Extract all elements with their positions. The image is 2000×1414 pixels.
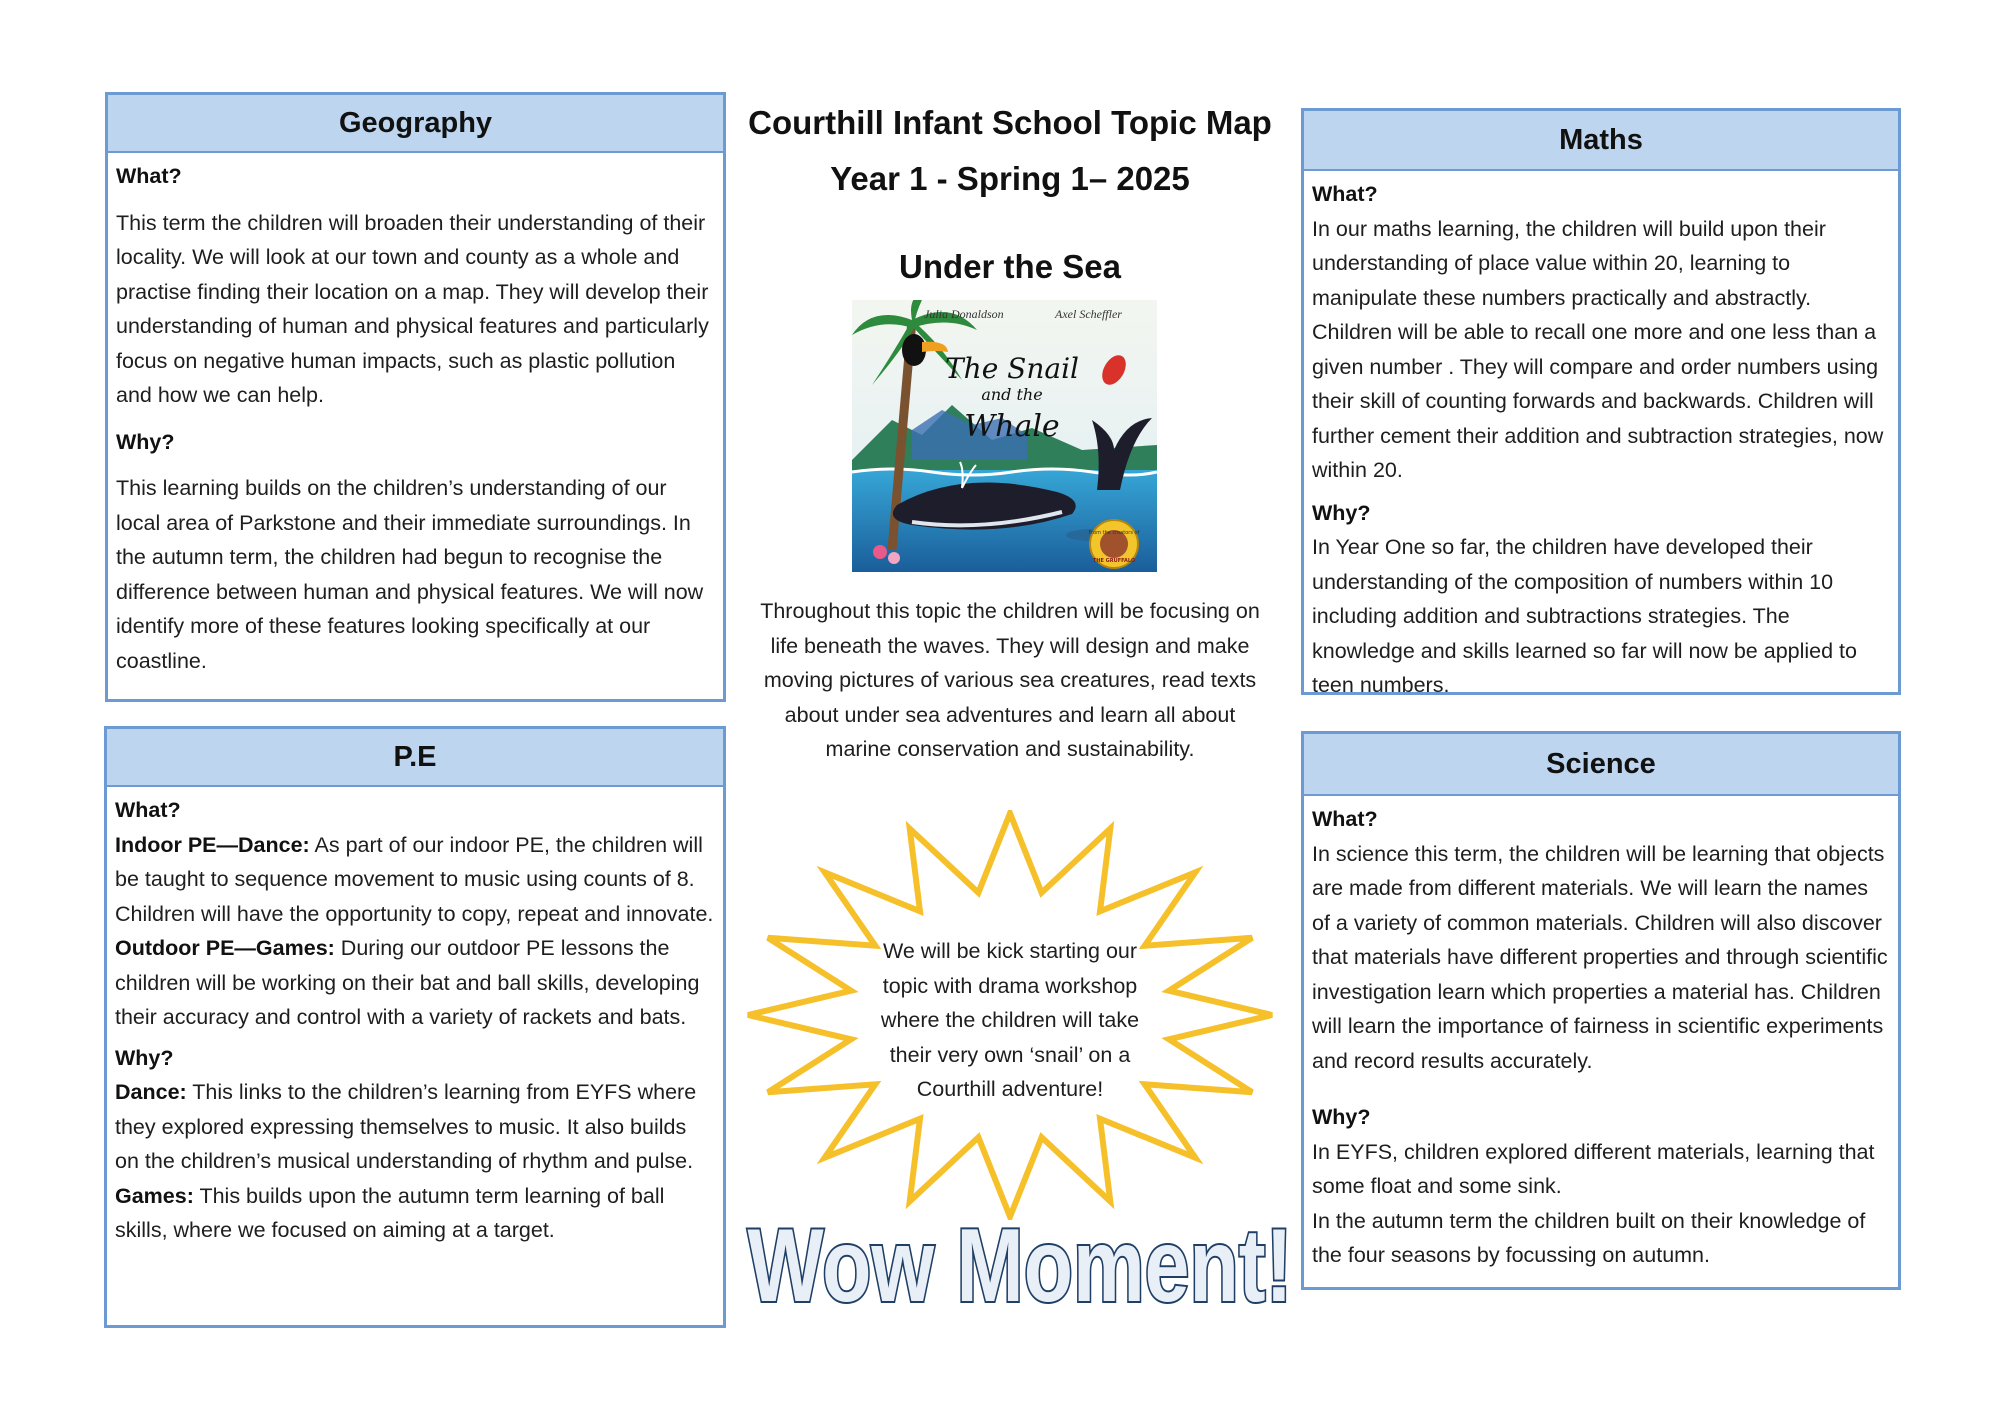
geography-what-label: What? (116, 164, 182, 188)
science-what-text: In science this term, the children will be learning that objects are made from different materials. We will learn the names of a variety of common materials. Children will also discover that materials have different properties and through scientific investigation learn which properties a material has. Children will learn the importance of fairness in scientific experiments and record results accurately. (1312, 841, 1888, 1073)
pe-games-text: This builds upon the autumn term learning of ball skills, where we focused on aiming at a target. (115, 1183, 665, 1242)
maths-what-text: In our maths learning, the children will build upon their understanding of place value within 20, learning to manipulate these numbers practically and abstractly. Children will be able to recall one more and one less than a given number . They will compare and order numbers using their skill of counting forwards and backwards. Children will further cement their addition and subtraction strategies, now within 20. (1312, 216, 1884, 482)
geography-body (108, 153, 723, 678)
wow-banner-text: Wow Moment! (747, 1208, 1293, 1324)
topic-title: Under the Sea (899, 248, 1121, 285)
pe-heading: P.E (107, 729, 723, 787)
pe-outdoor-text: During our outdoor PE lessons the children will be working on their bat and ball skills, developing their accuracy and control with a variety of rackets and bats. (115, 936, 700, 1029)
book-cover-image (852, 300, 1157, 572)
pe-why-label: Why? (115, 1045, 174, 1070)
cover-coral (873, 545, 887, 559)
page-title: Courthill Infant School Topic Map (748, 104, 1272, 141)
science-why-label: Why? (1312, 1105, 1371, 1129)
cover-title-line3: Whale (964, 409, 1060, 444)
pe-games-paragraph (115, 1179, 715, 1248)
cover-author: Julia Donaldson (924, 307, 1004, 321)
cover-illustrator: Axel Scheffler (1055, 307, 1122, 321)
science-what-label: What? (1312, 807, 1378, 831)
science-heading: Science (1304, 734, 1898, 796)
page-subtitle: Year 1 - Spring 1– 2025 (830, 160, 1190, 197)
science-body (1304, 796, 1898, 1273)
maths-why-text: In Year One so far, the children have developed their understanding of the composition of numbers within 10 including addition and subtractions strategies. The knowledge and skills learned so far will now be applied to teen numbers. (1312, 535, 1857, 697)
pe-dance-paragraph (115, 1075, 715, 1179)
maths-why-label: Why? (1312, 500, 1371, 525)
science-panel (1301, 731, 1901, 1290)
maths-body (1304, 171, 1898, 703)
pe-outdoor-paragraph (115, 931, 715, 1035)
geography-why-text: This learning builds on the children’s understanding of our local area of Parkstone and their immediate surroundings. In the autumn term, the children had begun to recognise the difference between human and physical features. We will now identify more of these features looking specifically at our coastline. (116, 476, 704, 673)
topic-intro-text: Throughout this topic the children will be focusing on life beneath the waves. They will design and make moving pictures of various sea creatures, read texts about under sea adventures and learn all about marine conservation and sustainability. (760, 599, 1260, 761)
geography-why-label: Why? (116, 429, 175, 454)
wow-moment-text: We will be kick starting our topic with drama workshop where the children will take their very own ‘snail’ on a Courthill adventure! (880, 939, 1140, 1101)
pe-body (107, 787, 723, 1248)
pe-outdoor-label: Outdoor PE—Games: (115, 936, 335, 960)
pe-indoor-text: As part of our indoor PE, the children will be taught to sequence movement to music using counts of 8. Children will have the opportunity to copy, repeat and innovate. (115, 832, 714, 926)
geography-heading: Geography (108, 95, 723, 153)
pe-what-label: What? (115, 798, 181, 822)
pe-indoor-paragraph (115, 828, 715, 932)
wow-banner-svg (740, 1205, 1300, 1325)
pe-games-label: Games: (115, 1183, 194, 1208)
wow-moment-banner (740, 1205, 1300, 1325)
geography-what-text: This term the children will broaden their understanding of their locality. We will look at our town and county as a whole and practise finding their location on a map. They will develop their understanding of human and physical features and particularly focus on negative human impacts, such as plastic pollution and how we can help. (116, 210, 709, 407)
maths-panel (1301, 108, 1901, 695)
science-why-text-1: In EYFS, children explored different materials, learning that some float and some sink. (1312, 1139, 1875, 1198)
cover-badge-line2: THE GRUFFALO (1092, 558, 1136, 564)
geography-panel (105, 92, 726, 702)
cover-title-line2: and the (981, 385, 1043, 404)
science-why-text-2: In the autumn term the children built on their knowledge of the four seasons by focussing on autumn. (1312, 1208, 1866, 1267)
pe-panel (104, 726, 726, 1328)
maths-what-label: What? (1312, 182, 1378, 206)
maths-heading: Maths (1304, 111, 1898, 171)
cover-coral-2 (888, 552, 900, 564)
pe-indoor-label: Indoor PE—Dance: (115, 832, 310, 857)
pe-dance-text: This links to the children’s learning from EYFS where they explored expressing themselves to music. It also builds on the children’s musical understanding of rhythm and pulse. (115, 1080, 697, 1173)
cover-badge-line1: From the creators of (1088, 530, 1140, 536)
pe-dance-label: Dance: (115, 1080, 187, 1104)
book-cover-illustration (852, 300, 1157, 572)
cover-title-line1: The Snail (945, 352, 1079, 385)
